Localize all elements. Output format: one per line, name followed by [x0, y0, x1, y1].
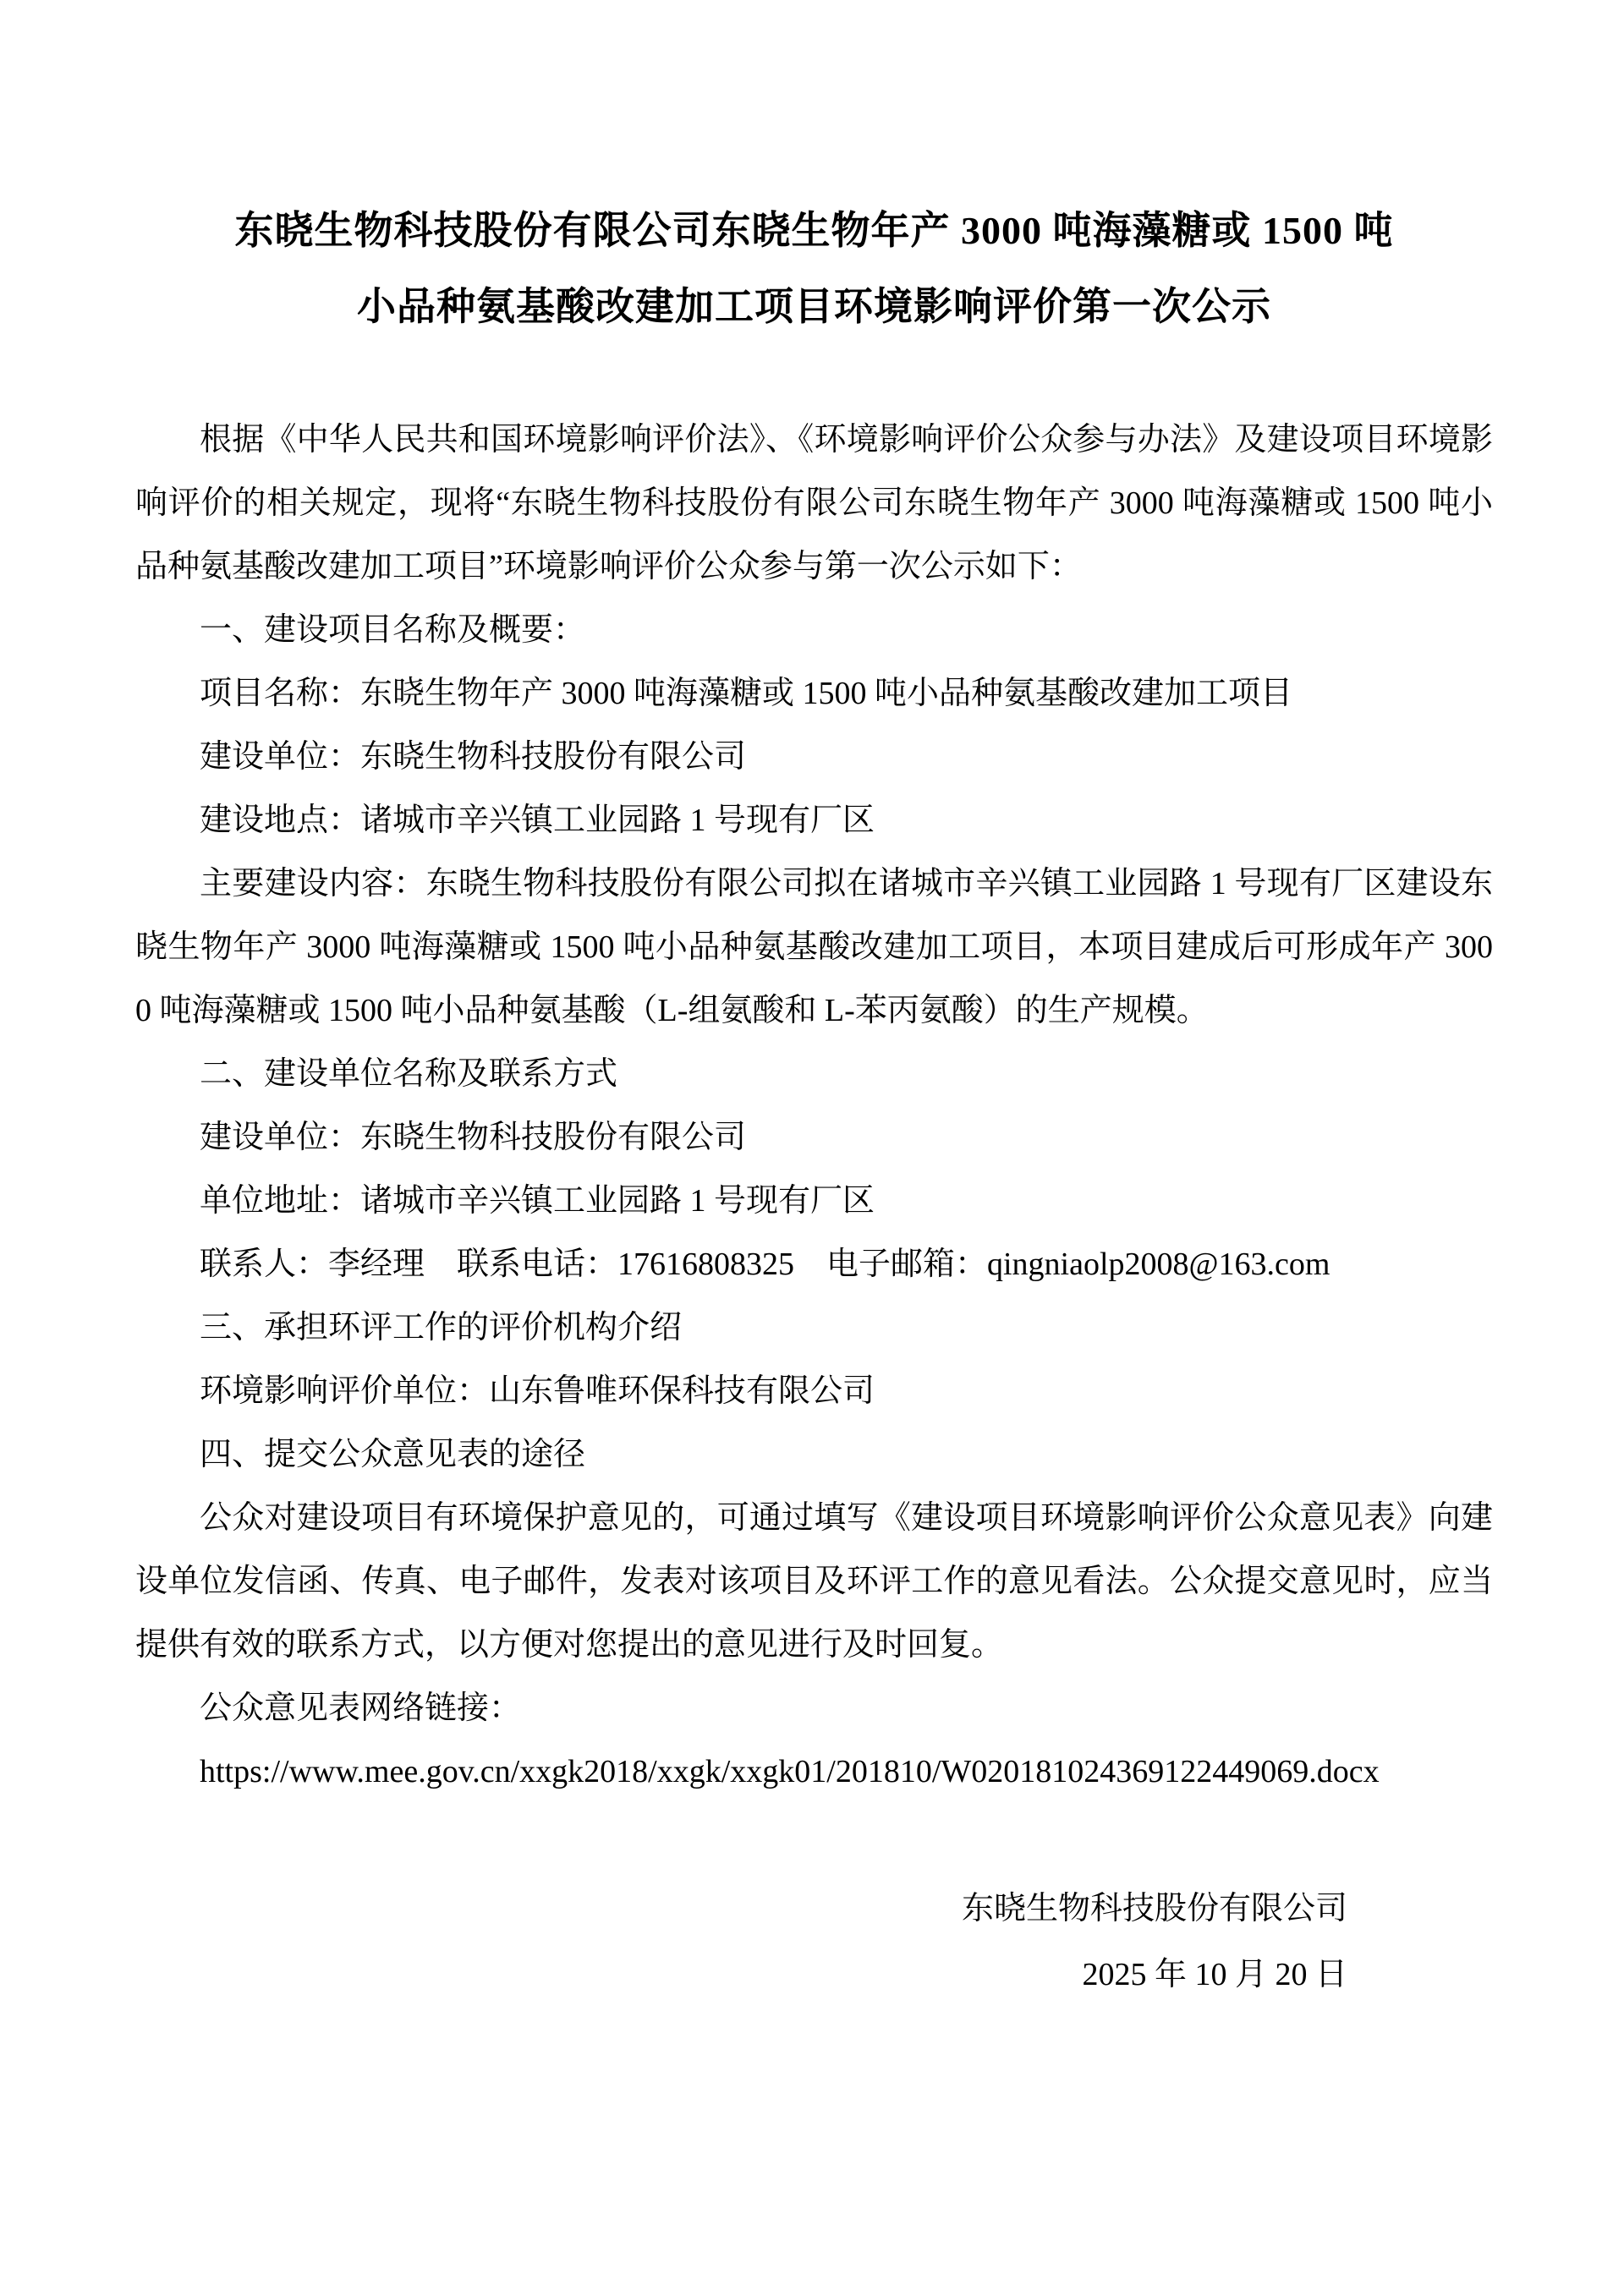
comment-form-link-label: 公众意见表网络链接： — [200, 1690, 522, 1726]
project-name-line: 项目名称：东晓生物年产 3000 吨海藻糖或 1500 吨小品种氨基酸改建加工项目 — [200, 676, 1293, 711]
signature-company: 东晓生物科技股份有限公司 — [961, 1891, 1347, 1926]
construction-unit-line: 建设单位：东晓生物科技股份有限公司 — [200, 739, 747, 775]
page-title-line-1: 东晓生物科技股份有限公司东晓生物年产 3000 吨海藻糖或 1500 吨 — [234, 209, 1394, 252]
section-heading-1: 一、建设项目名称及概要： — [200, 612, 586, 648]
signature-date: 2025 年 10 月 20 日 — [1082, 1957, 1347, 1992]
eia-unit-line: 环境影响评价单位：山东鲁唯环保科技有限公司 — [200, 1373, 875, 1409]
document-body — [135, 408, 1493, 1804]
section-heading-3: 三、承担环评工作的评价机构介绍 — [200, 1310, 683, 1345]
intro-paragraph: 根据《中华人民共和国环境影响评价法》、《环境影响评价公众参与办法》及建设项目环境影响评价的相关规定，现将“东晓生物科技股份有限公司东晓生物年产 3000 吨海藻糖或 1500 吨小品种氨基酸改建加工项目”环境影响评价公众参与第一次公示如下： — [135, 422, 1493, 584]
signature-block — [135, 1876, 1493, 2008]
section-heading-4: 四、提交公众意见表的途径 — [200, 1437, 586, 1472]
main-construction-content-paragraph: 主要建设内容：东晓生物科技股份有限公司拟在诸城市辛兴镇工业园路 1 号现有厂区建设东晓生物年产 3000 吨海藻糖或 1500 吨小品种氨基酸改建加工项目，本项目建成后可形成年产 3000 吨海藻糖或 1500 吨小品种氨基酸（L-组氨酸和 L-苯丙氨酸）的生产规模。 — [135, 866, 1493, 1028]
unit-name-line: 建设单位：东晓生物科技股份有限公司 — [200, 1120, 747, 1155]
unit-address-line: 单位地址：诸城市辛兴镇工业园路 1 号现有厂区 — [200, 1183, 875, 1219]
public-comment-paragraph: 公众对建设项目有环境保护意见的，可通过填写《建设项目环境影响评价公众意见表》向建设单位发信函、传真、电子邮件，发表对该项目及环评工作的意见看法。公众提交意见时，应当提供有效的联系方式，以方便对您提出的意见进行及时回复。 — [135, 1500, 1493, 1663]
section-heading-2: 二、建设单位名称及联系方式 — [200, 1056, 618, 1092]
contact-info-line: 联系人：李经理 联系电话：17616808325 电子邮箱：qingniaolp2008@163.com — [200, 1247, 1330, 1282]
page-title-line-2: 小品种氨基酸改建加工项目环境影响评价第一次公示 — [357, 285, 1271, 328]
construction-site-line: 建设地点：诸城市辛兴镇工业园路 1 号现有厂区 — [200, 803, 875, 838]
page-title — [135, 193, 1493, 345]
comment-form-url[interactable]: https://www.mee.gov.cn/xxgk2018/xxgk/xxgk01/201810/W020181024369122449069.docx — [200, 1754, 1380, 1789]
